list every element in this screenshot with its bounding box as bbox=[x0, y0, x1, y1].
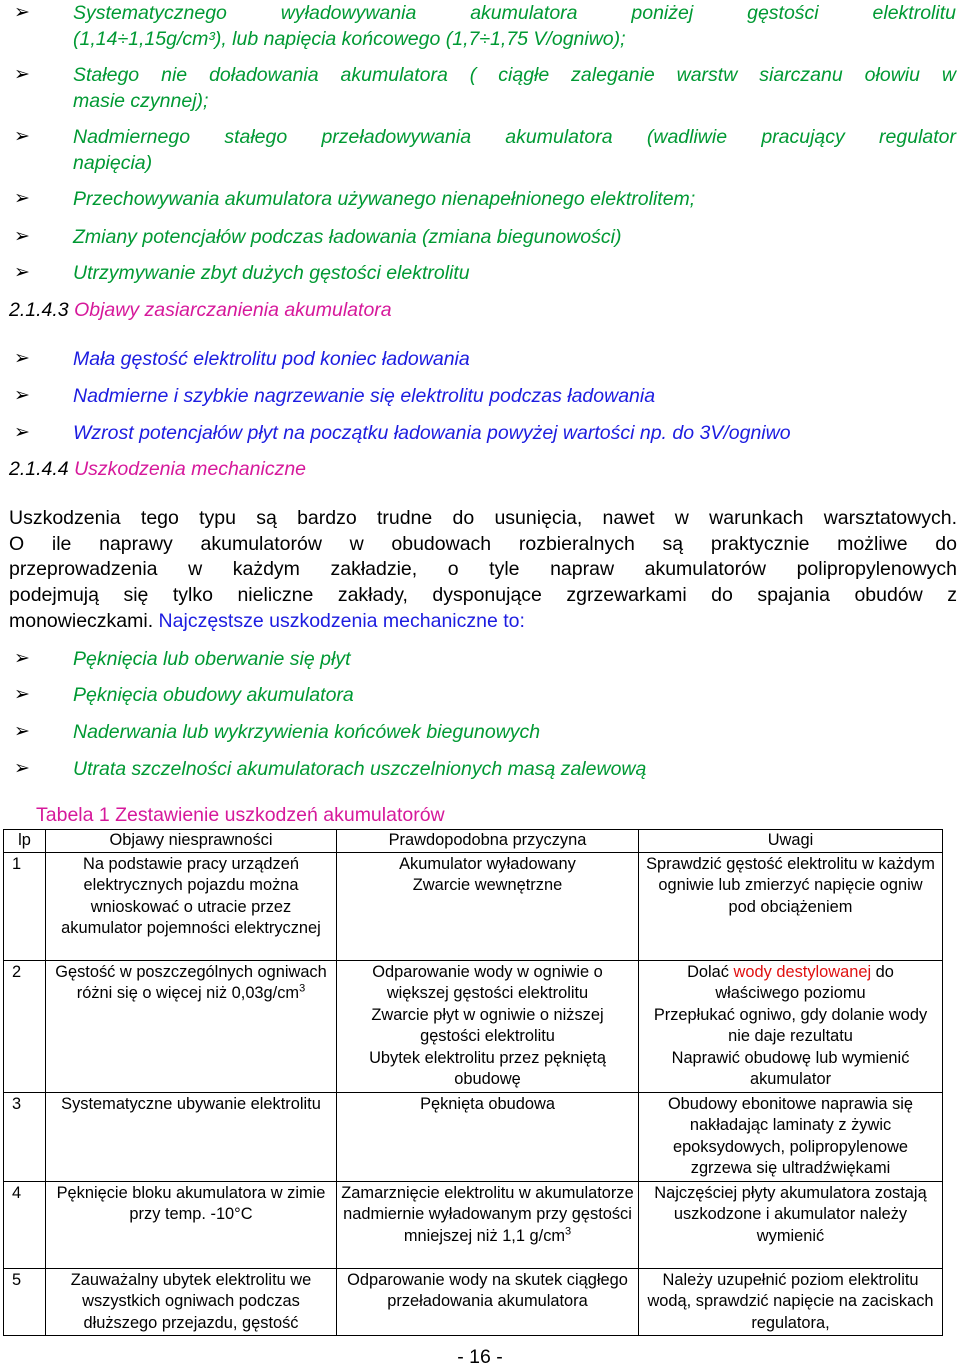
cell-line: Przepłukać ogniwo, gdy dolanie wody nie daje rezultatu bbox=[653, 1005, 928, 1045]
table-row bbox=[4, 960, 943, 1092]
column-header: lp bbox=[4, 830, 46, 853]
arrow-bullet-icon: ➢ bbox=[14, 226, 30, 247]
section-title: Objawy zasiarczanienia akumulatora bbox=[74, 299, 392, 321]
arrow-bullet-icon: ➢ bbox=[14, 64, 30, 85]
list-item-text: Pęknięcia obudowy akumulatora bbox=[73, 684, 354, 706]
arrow-bullet-icon: ➢ bbox=[14, 2, 30, 23]
table-cell bbox=[639, 960, 943, 1092]
table-cell: 1 bbox=[4, 852, 46, 960]
list-item-text: Stałego nie doładowania akumulatora ( ciągłe zaleganie warstw siarczanu ołowiu w bbox=[73, 64, 956, 86]
list-item-text: masie czynnej); bbox=[73, 90, 209, 112]
list-item-text: Mała gęstość elektrolitu pod koniec ładowania bbox=[73, 348, 470, 370]
list-item-text: Nadmiernego stałego przeładowywania akumulatora (wadliwie pracujący regulator bbox=[73, 126, 956, 148]
list-item-text: Pęknięcia lub oberwanie się płyt bbox=[73, 648, 351, 670]
arrow-bullet-icon: ➢ bbox=[14, 758, 30, 779]
body-paragraph bbox=[9, 506, 957, 635]
cell-line: Zwarcie płyt w ogniwie o niższej gęstości elektrolitu bbox=[371, 1005, 604, 1045]
paragraph-line: O ile naprawy akumulatorów w obudowach rozbieralnych są praktycznie możliwe do bbox=[9, 532, 957, 555]
list-item-text: Utrzymywanie zbyt dużych gęstości elektrolitu bbox=[73, 262, 470, 284]
list-item-text: Utrata szczelności akumulatorach uszczelnionych masą zalewową bbox=[73, 758, 647, 780]
table-cell: Sprawdzić gęstość elektrolitu w każdym ogniwie lub zmierzyć napięcie ogniw pod obciążeniem bbox=[639, 852, 943, 960]
table-header-row bbox=[4, 830, 943, 853]
list-item-text: napięcia) bbox=[73, 152, 153, 174]
page-number: - 16 - bbox=[457, 1346, 503, 1368]
damage-table bbox=[3, 829, 943, 1336]
table-cell: Obudowy ebonitowe naprawia się nakładając laminaty z żywic epoksydowych, polipropylenowe zgrzewa się ultradźwiękami bbox=[639, 1092, 943, 1181]
list-item-text: (1,14÷1,15g/cm³), lub napięcia końcowego (1,7÷1,75 V/ogniwo); bbox=[73, 28, 626, 50]
list-item-text: Systematycznego wyładowywania akumulatora poniżej gęstości elektrolitu bbox=[73, 2, 956, 24]
column-header: Prawdopodobna przyczyna bbox=[337, 830, 639, 853]
table-cell: Należy uzupełnić poziom elektrolitu wodą, sprawdzić napięcie na zaciskach regulatora, bbox=[639, 1268, 943, 1336]
cell-text: Zamarznięcie elektrolitu w akumulatorze nadmiernie wyładowanym przy gęstości mniejszej niż 1,1 g/cm bbox=[341, 1183, 634, 1245]
table-caption: Tabela 1 Zestawienie uszkodzeń akumulatorów bbox=[36, 804, 445, 826]
list-item-text: Wzrost potencjałów płyt na początku ładowania powyżej wartości np. do 3V/ogniwo bbox=[73, 422, 791, 444]
paragraph-text: monowieczkami. bbox=[9, 609, 154, 632]
cell-line bbox=[643, 962, 938, 1005]
section-heading bbox=[9, 456, 306, 482]
table-row bbox=[4, 852, 943, 960]
table-cell: Odparowanie wody na skutek ciągłego przeładowania akumulatora bbox=[337, 1268, 639, 1336]
arrow-bullet-icon: ➢ bbox=[14, 684, 30, 705]
arrow-bullet-icon: ➢ bbox=[14, 262, 30, 283]
list-item-text: Naderwania lub wykrzywienia końcówek biegunowych bbox=[73, 721, 541, 743]
section-number: 2.1.4.4 bbox=[9, 458, 69, 480]
column-header: Objawy niesprawności bbox=[46, 830, 337, 853]
table-cell: 3 bbox=[4, 1092, 46, 1181]
table-cell bbox=[337, 1181, 639, 1268]
table-cell: Najczęściej płyty akumulatora zostają uszkodzone i akumulator należy wymienić bbox=[639, 1181, 943, 1268]
section-number: 2.1.4.3 bbox=[9, 299, 69, 321]
arrow-bullet-icon: ➢ bbox=[14, 126, 30, 147]
table-cell: Zauważalny ubytek elektrolitu we wszystkich ogniwach podczas dłuższego przejazdu, gęstość bbox=[46, 1268, 337, 1336]
table-cell: 2 bbox=[4, 960, 46, 1092]
cell-line: Ubytek elektrolitu przez pękniętą obudowę bbox=[369, 1048, 606, 1088]
table-cell bbox=[337, 852, 639, 960]
arrow-bullet-icon: ➢ bbox=[14, 188, 30, 209]
paragraph-line: Uszkodzenia tego typu są bardzo trudne do usunięcia, nawet w warunkach warsztatowych. bbox=[9, 507, 957, 529]
section-heading bbox=[9, 297, 392, 323]
table-cell: Systematyczne ubywanie elektrolitu bbox=[46, 1092, 337, 1181]
list-item-text: Zmiany potencjałów podczas ładowania (zmiana biegunowości) bbox=[73, 226, 622, 248]
table-cell: Pęknięta obudowa bbox=[337, 1092, 639, 1181]
cell-line: Odparowanie wody w ogniwie o większej gęstości elektrolitu bbox=[372, 962, 603, 1002]
list-item-text: Przechowywania akumulatora używanego nienapełnionego elektrolitem; bbox=[73, 188, 696, 210]
section-title: Uszkodzenia mechaniczne bbox=[74, 458, 307, 480]
table-cell bbox=[46, 960, 337, 1092]
table-cell: 5 bbox=[4, 1268, 46, 1336]
table-cell: Na podstawie pracy urządzeń elektrycznych pojazdu można wnioskować o utracie przez akumulator pojemności elektrycznej bbox=[46, 852, 337, 960]
cell-line: Akumulator wyładowany bbox=[399, 854, 576, 873]
arrow-bullet-icon: ➢ bbox=[14, 422, 30, 443]
paragraph-line: podejmują się tylko nieliczne zakłady, dysponujące zgrzewarkami do spajania obudów z bbox=[9, 584, 957, 607]
cell-text: Gęstość w poszczególnych ogniwach różni się o więcej niż 0,03g/cm bbox=[55, 962, 327, 1002]
list-item-text: Nadmierne i szybkie nagrzewanie się elektrolitu podczas ładowania bbox=[73, 385, 656, 407]
superscript: 3 bbox=[565, 1225, 572, 1238]
table-cell bbox=[337, 960, 639, 1092]
table-row bbox=[4, 1181, 943, 1268]
table-cell: Pęknięcie bloku akumulatora w zimie przy temp. -10°C bbox=[46, 1181, 337, 1268]
column-header: Uwagi bbox=[639, 830, 943, 853]
cell-text: Dolać bbox=[687, 962, 734, 981]
paragraph-line bbox=[9, 609, 957, 635]
table-row bbox=[4, 1268, 943, 1336]
cell-line: Zwarcie wewnętrzne bbox=[412, 876, 563, 894]
arrow-bullet-icon: ➢ bbox=[14, 721, 30, 742]
arrow-bullet-icon: ➢ bbox=[14, 648, 30, 669]
table-cell: 4 bbox=[4, 1181, 46, 1268]
paragraph-text: Najczęstsze uszkodzenia mechaniczne to: bbox=[153, 609, 525, 632]
paragraph-line: przeprowadzenia w każdym zakładzie, o tyle napraw akumulatorów polipropylenowych bbox=[9, 558, 957, 581]
arrow-bullet-icon: ➢ bbox=[14, 385, 30, 406]
table-row bbox=[4, 1092, 943, 1181]
superscript: 3 bbox=[299, 982, 306, 995]
highlight-text: wody destylowanej bbox=[733, 962, 872, 981]
arrow-bullet-icon: ➢ bbox=[14, 348, 30, 369]
cell-text: do właściwego poziomu bbox=[715, 962, 894, 1002]
cell-line: Naprawić obudowę lub wymienić akumulator bbox=[671, 1048, 910, 1088]
